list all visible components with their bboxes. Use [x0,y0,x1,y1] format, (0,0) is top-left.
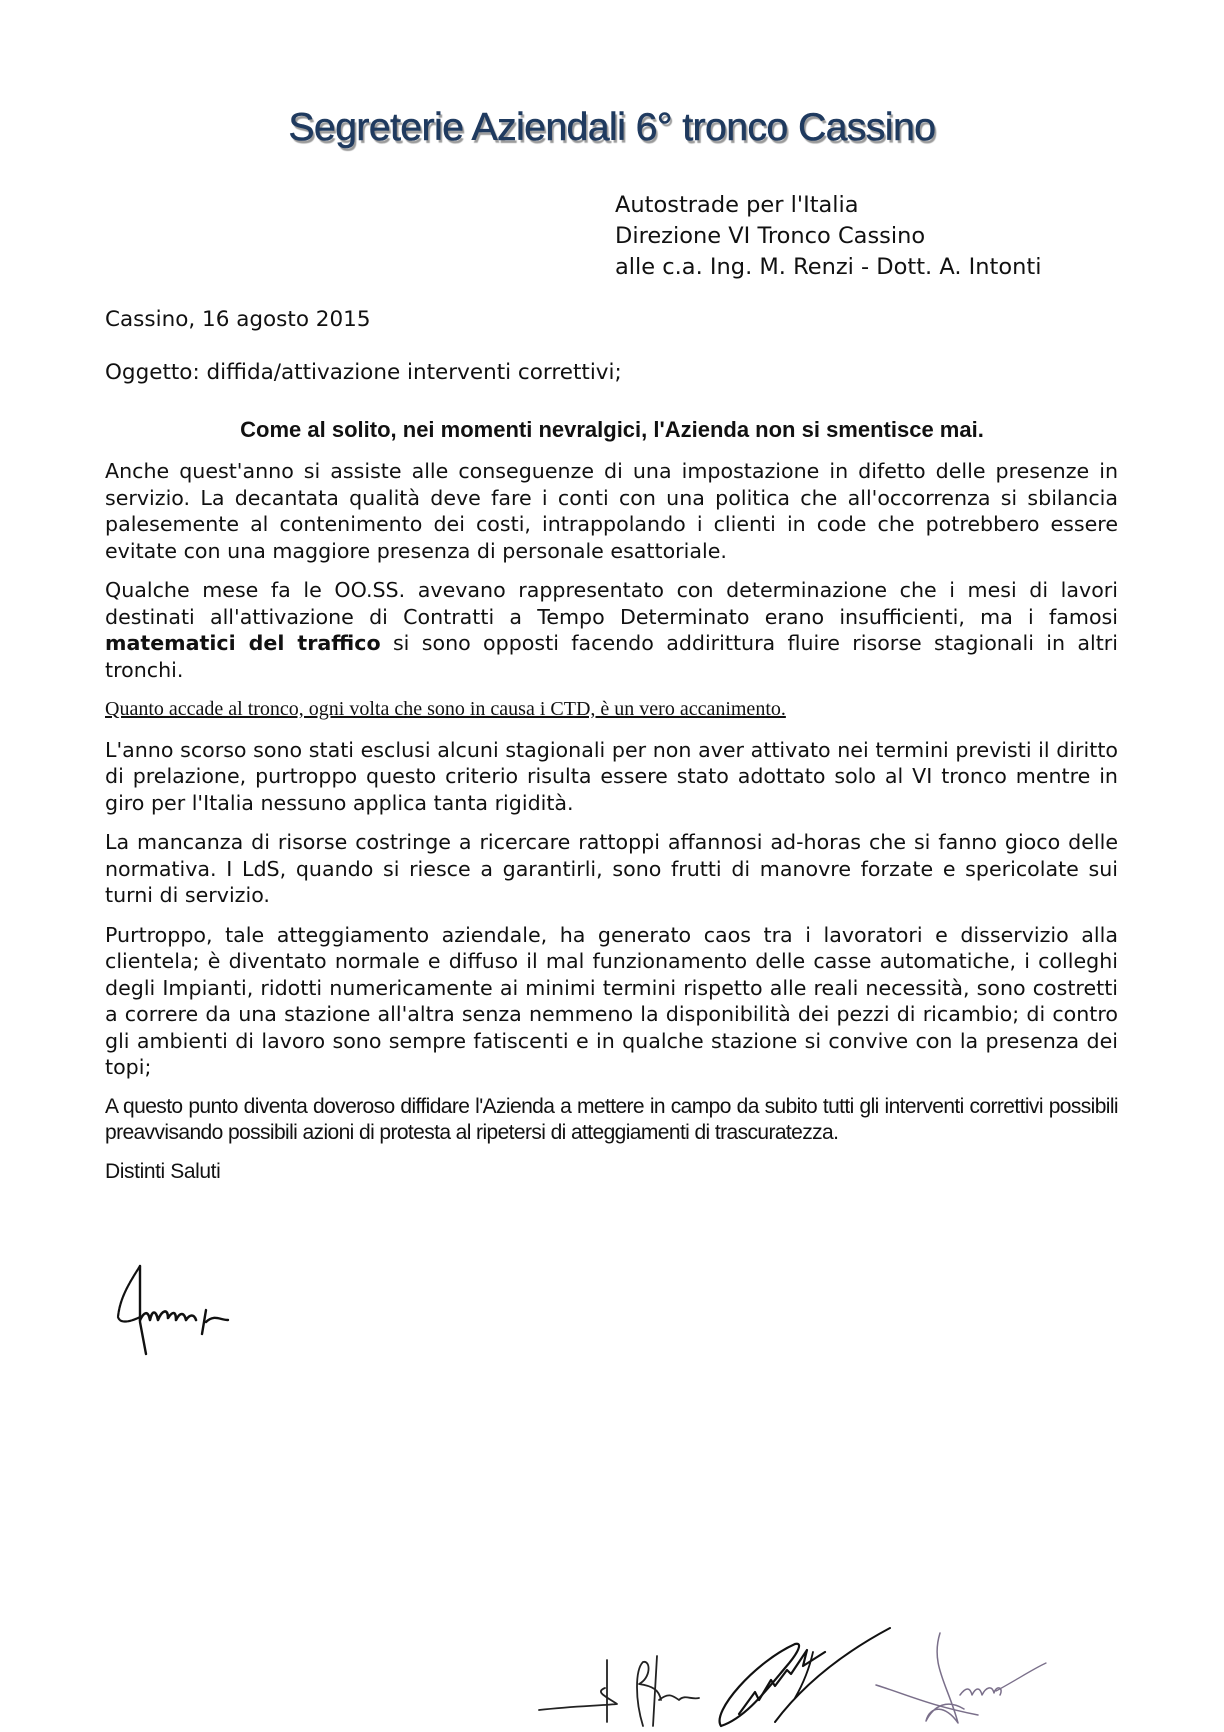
paragraph: A questo punto diventa doveroso diffidare l'Azienda a mettere in campo da subito tutti gli interventi correttivi possibili preavvisando possibili azioni di protesta al ripetersi di atteggiamenti di trascuratezza. [105,1094,1118,1144]
headline: Come al solito, nei momenti nevralgici, l'Azienda non si smentisce mai. [240,417,984,442]
signature-icon [535,1630,710,1730]
paragraph-text: si sono opposti facendo addirittura fluire risorse stagionali in altri tronchi. [105,631,1118,682]
recipient-line: alle c.a. Ing. M. Renzi - Dott. A. Intonti [615,254,1042,280]
signature-icon [110,1262,260,1362]
signature-icon [868,1625,1048,1725]
paragraph: La mancanza di risorse costringe a ricercare rattoppi affannosi ad-horas che si fanno gioco delle normativa. I LdS, quando si riesce a garantirli, sono frutti di manovre forzate e spericolate sui turni di servizio. [105,830,1118,907]
letter-body [105,458,1118,1184]
paragraph: Anche quest'anno si assiste alle conseguenze di una impostazione in difetto delle presenze in servizio. La decantata qualità deve fare i conti con una politica che all'occorrenza si sbilancia palesemente al contenimento dei costi, intrappolando i clienti in code che potrebbero essere evitate con una maggiore presenza di personale esattoriale. [105,459,1118,563]
subject-line: Oggetto: diffida/attivazione interventi correttivi; [105,360,622,385]
bold-emphasis: matematici del traffico [105,631,381,655]
recipient-line: Direzione VI Tronco Cassino [615,223,926,249]
place-date: Cassino, 16 agosto 2015 [105,307,371,332]
underlined-statement: Quanto accade al tronco, ogni volta che sono in causa i CTD, è un vero accanimento. [105,698,786,720]
recipient-line: Autostrade per l'Italia [615,192,859,218]
paragraph-text: Qualche mese fa le OO.SS. avevano rappresentato con determinazione che i mesi di lavori destinati all'attivazione di Contratti a Tempo Determinato erano insufficienti, ma i famosi [105,578,1118,629]
closing: Distinti Saluti [105,1159,221,1183]
paragraph: Purtroppo, tale atteggiamento aziendale, ha generato caos tra i lavoratori e disservizio alla clientela; è diventato normale e diffuso il mal funzionamento delle casse automatiche, i colleghi degli Impianti, ridotti numericamente ai minimi termini rispetto alle reali necessità, sono costretti a correre da una stazione all'altra senza nemmeno la disponibilità dei pezzi di ricambio; di contro gli ambienti di lavoro sono sempre fatiscenti e in qualche stazione si convive con la presenza dei topi; [105,922,1118,1079]
recipient-block [615,190,1041,283]
paragraph [105,577,1118,683]
letterhead-title: Segreterie Aziendali 6° tronco Cassino [288,106,936,149]
paragraph: L'anno scorso sono stati esclusi alcuni stagionali per non aver attivato nei termini previsti il diritto di prelazione, purtroppo questo criterio risulta essere stato adottato solo al VI tronco mentre in giro per l'Italia nessuno applica tanta rigidità. [105,737,1118,815]
